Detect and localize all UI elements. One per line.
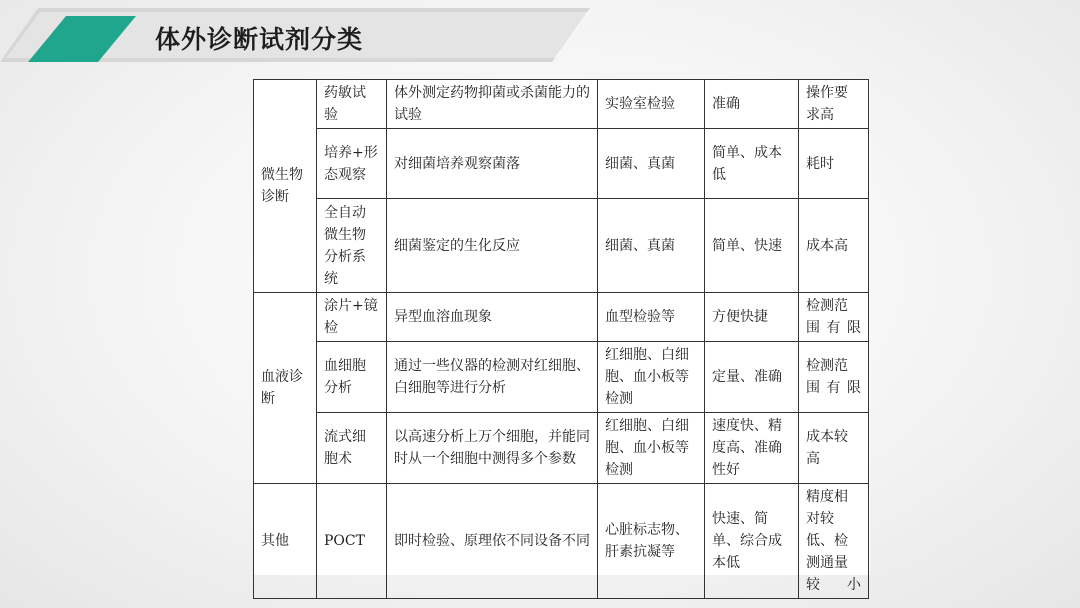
principle-cell: 体外测定药物抑菌或杀菌能力的试验 xyxy=(387,80,598,129)
disadvantage-cell: 成本高 xyxy=(799,199,869,293)
disadvantage-cell: 检测范围有限 xyxy=(799,293,869,342)
target-cell: 心脏标志物、肝素抗凝等 xyxy=(598,484,705,599)
method-cell: 药敏试验 xyxy=(317,80,387,129)
category-cell: 其他 xyxy=(254,484,317,599)
target-cell: 血型检验等 xyxy=(598,293,705,342)
method-cell: 培养+形态观察 xyxy=(317,129,387,199)
title-bar xyxy=(0,0,600,72)
disadvantage-cell: 精度相对较低、检测通量较小 xyxy=(799,484,869,599)
principle-cell: 异型血溶血现象 xyxy=(387,293,598,342)
disadvantage-cell: 成本较高 xyxy=(799,413,869,484)
classification-table-panel xyxy=(253,79,870,593)
target-cell: 实验室检验 xyxy=(598,80,705,129)
target-cell: 细菌、真菌 xyxy=(598,199,705,293)
disadvantage-cell: 耗时 xyxy=(799,129,869,199)
page-title: 体外诊断试剂分类 xyxy=(155,25,364,54)
method-cell: 血细胞分析 xyxy=(317,342,387,413)
advantage-cell: 简单、成本低 xyxy=(705,129,799,199)
table-row xyxy=(254,342,869,413)
table-row xyxy=(254,293,869,342)
advantage-cell: 简单、快速 xyxy=(705,199,799,293)
category-cell: 微生物诊断 xyxy=(254,80,317,293)
table-row xyxy=(254,80,869,129)
principle-cell: 以高速分析上万个细胞，并能同时从一个细胞中测得多个参数 xyxy=(387,413,598,484)
table-row xyxy=(254,129,869,199)
table-row xyxy=(254,413,869,484)
method-cell: POCT xyxy=(317,484,387,599)
method-cell: 涂片+镜检 xyxy=(317,293,387,342)
target-cell: 细菌、真菌 xyxy=(598,129,705,199)
table-row xyxy=(254,199,869,293)
target-cell: 红细胞、白细胞、血小板等检测 xyxy=(598,342,705,413)
advantage-cell: 方便快捷 xyxy=(705,293,799,342)
advantage-cell: 准确 xyxy=(705,80,799,129)
category-cell: 血液诊断 xyxy=(254,293,317,484)
target-cell: 红细胞、白细胞、血小板等检测 xyxy=(598,413,705,484)
table-row xyxy=(254,484,869,599)
principle-cell: 即时检验、原理依不同设备不同 xyxy=(387,484,598,599)
disadvantage-cell: 检测范围有限 xyxy=(799,342,869,413)
advantage-cell: 速度快、精度高、准确性好 xyxy=(705,413,799,484)
principle-cell: 通过一些仪器的检测对红细胞、白细胞等进行分析 xyxy=(387,342,598,413)
disadvantage-cell: 操作要求高 xyxy=(799,80,869,129)
principle-cell: 细菌鉴定的生化反应 xyxy=(387,199,598,293)
classification-table xyxy=(253,79,869,599)
method-cell: 全自动微生物分析系统 xyxy=(317,199,387,293)
method-cell: 流式细胞术 xyxy=(317,413,387,484)
advantage-cell: 定量、准确 xyxy=(705,342,799,413)
advantage-cell: 快速、简单、综合成本低 xyxy=(705,484,799,599)
principle-cell: 对细菌培养观察菌落 xyxy=(387,129,598,199)
